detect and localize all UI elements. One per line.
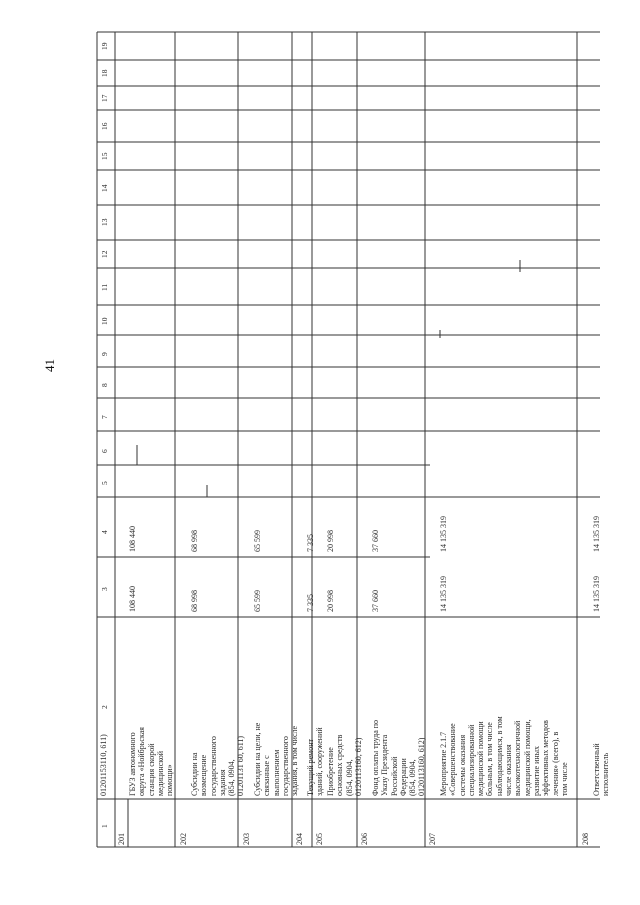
row-name-line: эффективных методов bbox=[541, 720, 551, 796]
row-number: 203 bbox=[242, 833, 251, 845]
row-name-line: «Совершенствование bbox=[448, 723, 458, 796]
row-name bbox=[128, 727, 174, 796]
column-number: 14 bbox=[100, 184, 109, 192]
row-name-line: ГБУЗ автономного bbox=[128, 732, 137, 796]
row-name-line: медицинской помощи, bbox=[522, 719, 532, 796]
column-number: 11 bbox=[100, 283, 109, 291]
column-number: 7 bbox=[100, 415, 109, 419]
row-name bbox=[371, 720, 427, 796]
row-number: 207 bbox=[428, 833, 437, 845]
row-name bbox=[439, 716, 569, 796]
column-number: 9 bbox=[100, 352, 109, 356]
row-name-line: 01201153110, 611) bbox=[99, 734, 108, 796]
column-number: 5 bbox=[100, 481, 109, 485]
row-name-line: больным, в том числе bbox=[485, 722, 495, 796]
row-name-line: исполнитель bbox=[601, 752, 611, 796]
column-number: 6 bbox=[100, 449, 109, 453]
row-name-line: Текущий ремонт bbox=[306, 738, 315, 796]
row-name-line: том числе bbox=[559, 762, 569, 796]
value-cell-c4: 108 440 bbox=[128, 526, 137, 552]
column-number: 12 bbox=[100, 250, 109, 258]
page-number: 41 bbox=[42, 359, 57, 372]
row-name-line: развитие иных bbox=[531, 745, 541, 796]
row-name-line: Фонд оплаты труда по bbox=[371, 719, 380, 796]
row-name-line: (854, 0904, bbox=[344, 759, 354, 796]
value-cell-c4: 37 660 bbox=[371, 530, 380, 552]
row-name-line: числе оказания bbox=[504, 744, 514, 796]
row-name-line: Ответственный bbox=[592, 743, 601, 796]
column-number: 4 bbox=[100, 530, 109, 534]
row-name-line: 0120113160, 612) bbox=[417, 737, 427, 796]
column-number: 18 bbox=[100, 69, 109, 77]
row-name-line: выполнением bbox=[271, 749, 281, 796]
row-number: 201 bbox=[117, 833, 126, 845]
row-name-line: 0120113160, 612) bbox=[353, 737, 363, 796]
value-cell-c3: 20 998 bbox=[326, 590, 335, 612]
row-name-line: системы оказания bbox=[457, 734, 467, 796]
column-number: 19 bbox=[100, 42, 109, 50]
row-name-line: медицинской bbox=[155, 750, 165, 796]
value-cell-c4: 65 599 bbox=[253, 530, 262, 552]
row-name-line: высокотехнологичной bbox=[513, 720, 523, 796]
value-cell-c3: 7 335 bbox=[306, 594, 315, 612]
row-name-line: Федерации bbox=[398, 758, 408, 796]
value-cell-c3: 14 135 319 bbox=[439, 576, 448, 612]
column-number: 8 bbox=[100, 383, 109, 387]
row-number: 205 bbox=[315, 833, 324, 845]
row-name-line: Мероприятие 2.1.7 bbox=[439, 731, 448, 796]
row-name-line: округа «Нойбрьская bbox=[137, 727, 147, 796]
row-name-line: задания, в том числе bbox=[290, 725, 300, 796]
row-name-line: Субсидии на цели, не bbox=[253, 722, 262, 796]
row-name-line: наблюдающимся, в том bbox=[494, 716, 504, 796]
value-cell-c4: 14 135 319 bbox=[439, 516, 448, 552]
value-cell-c3: 37 660 bbox=[371, 590, 380, 612]
row-name-line: станция скорой bbox=[146, 743, 156, 796]
row-number: 206 bbox=[360, 833, 369, 845]
row-number: 202 bbox=[179, 833, 188, 845]
row-name-line: возмещение bbox=[199, 754, 209, 796]
row-name-line: Приобретение bbox=[326, 747, 335, 796]
row-name-line: 01201131 60, 611) bbox=[236, 735, 246, 796]
value-cell-c4: 68 998 bbox=[190, 530, 199, 552]
row-name bbox=[326, 735, 363, 796]
row-name bbox=[253, 723, 299, 796]
column-number: 2 bbox=[100, 705, 109, 709]
row-name bbox=[306, 727, 325, 796]
row-name-line: медицинской помощи bbox=[476, 721, 486, 796]
column-number: 13 bbox=[100, 218, 109, 226]
column-number: 10 bbox=[100, 317, 109, 325]
row-name-line: специализированной bbox=[466, 724, 476, 796]
row-name-line: основных средств bbox=[335, 734, 345, 796]
row-name-line: лечения» (всего), в bbox=[550, 731, 560, 796]
row-name bbox=[592, 743, 611, 796]
row-number: 204 bbox=[295, 833, 304, 845]
row-name-line: государственного bbox=[208, 736, 218, 796]
column-number: 17 bbox=[100, 94, 109, 102]
value-cell-c3: 14 135 319 bbox=[592, 576, 601, 612]
value-cell-c3: 108 440 bbox=[128, 586, 137, 612]
row-number: 208 bbox=[581, 833, 590, 845]
value-cell-c3: 68 998 bbox=[190, 590, 199, 612]
row-name-line: Субсидии на bbox=[190, 752, 199, 796]
column-number: 3 bbox=[100, 587, 109, 591]
row-name-line: (854, 0904, bbox=[227, 759, 237, 796]
row-name-line: Указу Президента bbox=[380, 734, 390, 796]
row-name-line: (854, 0904, bbox=[408, 759, 418, 796]
row-name-line: Российской bbox=[389, 756, 399, 796]
column-number: 15 bbox=[100, 152, 109, 160]
row-name-line: помощи» bbox=[165, 764, 175, 796]
row-name bbox=[190, 736, 246, 796]
row-name bbox=[99, 734, 108, 796]
value-cell-c3: 65 599 bbox=[253, 590, 262, 612]
row-name-line: задания bbox=[217, 769, 227, 796]
value-cell-c4: 20 998 bbox=[326, 530, 335, 552]
row-name-line: государственного bbox=[280, 736, 290, 796]
value-cell-c4: 14 135 319 bbox=[592, 516, 601, 552]
row-name-line: связанные с bbox=[262, 755, 272, 796]
row-name-line: зданий, сооружений bbox=[315, 727, 325, 796]
value-cell-c4: 7 335 bbox=[306, 534, 315, 552]
column-number: 1 bbox=[100, 824, 109, 828]
column-number: 16 bbox=[100, 122, 109, 130]
